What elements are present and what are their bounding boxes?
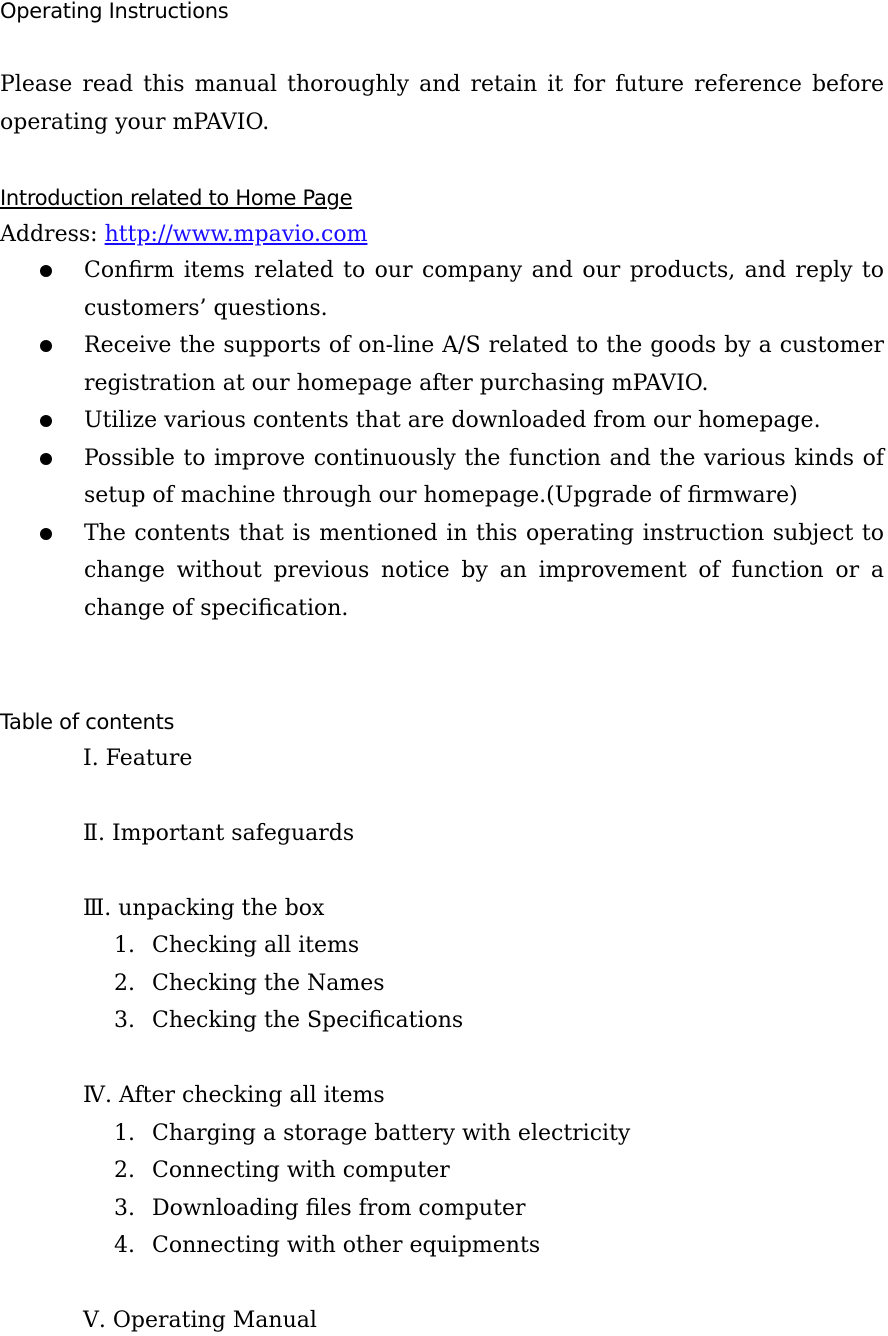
toc-subitem bbox=[114, 1156, 450, 1186]
toc-subitem-number: 3. bbox=[114, 1008, 135, 1033]
list-item bbox=[0, 327, 884, 402]
list-item bbox=[0, 440, 884, 515]
toc-subitem-number: 4. bbox=[114, 1233, 135, 1258]
toc-subitem-text: Checking the Names bbox=[152, 971, 385, 996]
toc-section-4: Ⅳ. After checking all items bbox=[83, 1083, 385, 1108]
toc-subitem bbox=[114, 1194, 525, 1224]
toc-subitem-number: 1. bbox=[114, 1121, 135, 1146]
toc-subitem-text: Downloading files from computer bbox=[152, 1196, 526, 1221]
toc-subitem bbox=[114, 931, 359, 961]
toc-heading: Table of contents bbox=[0, 710, 175, 734]
address-label: Address: bbox=[0, 222, 98, 247]
list-item bbox=[0, 515, 884, 628]
bullet-icon bbox=[40, 453, 52, 465]
toc-subitem bbox=[114, 969, 385, 999]
toc-section-5: Ⅴ. Operating Manual bbox=[83, 1308, 317, 1333]
address-line bbox=[0, 220, 367, 250]
homepage-link[interactable]: http://www.mpavio.com bbox=[104, 222, 368, 247]
toc-subitem-text: Connecting with computer bbox=[152, 1158, 450, 1183]
bullet-text: Receive the supports of on-line A/S related to the goods by a customer registration at our homepage after purchasing mPAVIO. bbox=[84, 333, 884, 396]
toc-section-1: I. Feature bbox=[83, 746, 193, 771]
toc-subitem bbox=[114, 1006, 463, 1036]
bullet-icon bbox=[40, 415, 52, 427]
toc-subitem-number: 1. bbox=[114, 933, 135, 958]
intro-paragraph: Please read this manual thoroughly and retain it for future reference before operating your mPAVIO. bbox=[0, 72, 884, 135]
bullet-icon bbox=[40, 340, 52, 352]
toc-subitem-text: Checking the Specifications bbox=[152, 1008, 464, 1033]
list-item bbox=[0, 252, 884, 327]
toc-subitem-number: 3. bbox=[114, 1196, 135, 1221]
bullet-text: Utilize various contents that are downloaded from our homepage. bbox=[84, 408, 821, 433]
toc-section-3: Ⅲ. unpacking the box bbox=[83, 896, 325, 921]
bullet-icon bbox=[40, 265, 52, 277]
bullet-icon bbox=[40, 528, 52, 540]
toc-subitem bbox=[114, 1231, 540, 1261]
toc-subitem bbox=[114, 1119, 630, 1149]
toc-section-2: Ⅱ. Important safeguards bbox=[83, 821, 355, 846]
home-features-list bbox=[0, 252, 884, 627]
toc-subitem-text: Checking all items bbox=[152, 933, 360, 958]
list-item bbox=[0, 402, 884, 440]
bullet-text: The contents that is mentioned in this operating instruction subject to change without previous notice by an improvement of function or a change of specification. bbox=[84, 520, 884, 621]
toc-subitem-text: Charging a storage battery with electricity bbox=[152, 1121, 631, 1146]
toc-subitem-text: Connecting with other equipments bbox=[152, 1233, 541, 1258]
bullet-text: Confirm items related to our company and our products, and reply to customers’ questions. bbox=[84, 258, 884, 321]
toc-subitem-number: 2. bbox=[114, 971, 135, 996]
document-title: Operating Instructions bbox=[0, 0, 229, 23]
home-section-heading: Introduction related to Home Page bbox=[0, 186, 353, 210]
bullet-text: Possible to improve continuously the function and the various kinds of setup of machine through our homepage.(Upgrade of firmware) bbox=[84, 445, 884, 508]
toc-subitem-number: 2. bbox=[114, 1158, 135, 1183]
